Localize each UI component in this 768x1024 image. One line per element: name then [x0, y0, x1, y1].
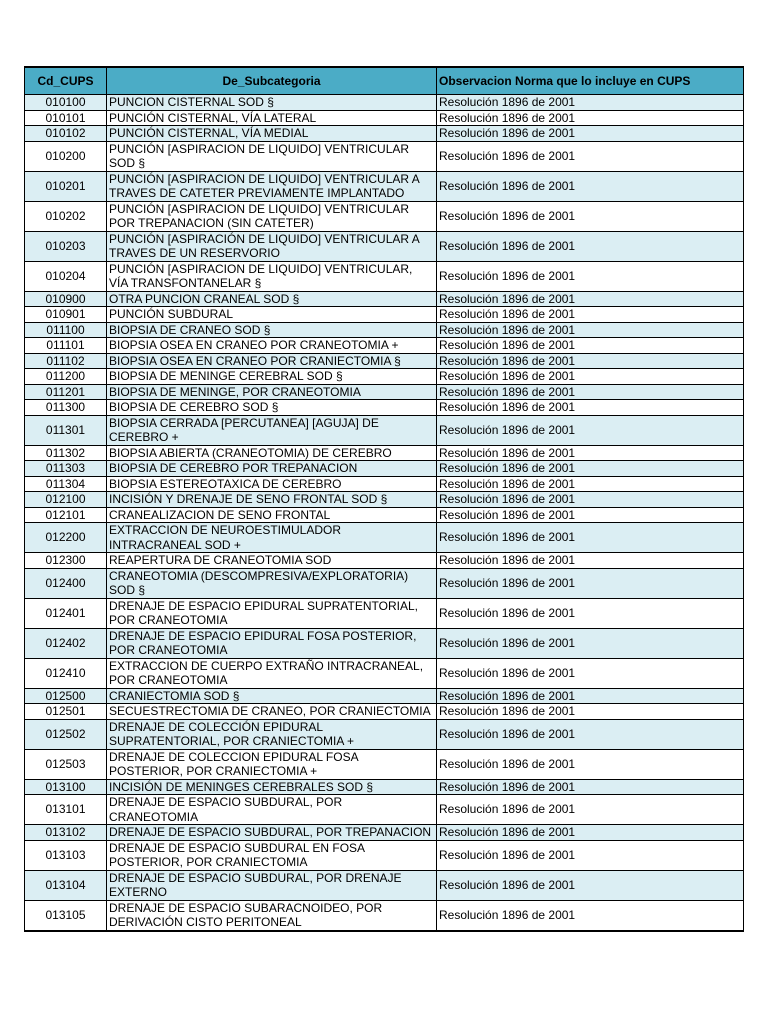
table-row: [25, 568, 744, 598]
header-observation: Observacion Norma que lo incluye en CUPS: [437, 67, 744, 95]
cell-observation: Resolución 1896 de 2001: [437, 231, 744, 261]
table-body: [25, 95, 744, 931]
table-row: [25, 201, 744, 231]
cell-code: 011304: [25, 476, 107, 492]
cell-subcategory: OTRA PUNCION CRANEAL SOD §: [107, 291, 437, 307]
cell-subcategory: DRENAJE DE ESPACIO SUBDURAL, POR CRANEOTOMIA: [107, 795, 437, 825]
cell-code: 011102: [25, 353, 107, 369]
table-row: [25, 900, 744, 931]
cell-observation: Resolución 1896 de 2001: [437, 384, 744, 400]
cell-code: 012501: [25, 704, 107, 720]
cell-code: 010203: [25, 231, 107, 261]
table-row: [25, 840, 744, 870]
table-row: [25, 291, 744, 307]
cell-subcategory: DRENAJE DE COLECCION EPIDURAL FOSA POSTERIOR, POR CRANIECTOMIA +: [107, 749, 437, 779]
table-row: [25, 704, 744, 720]
table-row: [25, 719, 744, 749]
cell-observation: Resolución 1896 de 2001: [437, 779, 744, 795]
header-subcategory: De_Subcategoria: [107, 67, 437, 95]
table-row: [25, 523, 744, 553]
cell-subcategory: BIOPSIA DE CRANEO SOD §: [107, 322, 437, 338]
cell-observation: Resolución 1896 de 2001: [437, 171, 744, 201]
cell-observation: Resolución 1896 de 2001: [437, 201, 744, 231]
cell-observation: Resolución 1896 de 2001: [437, 825, 744, 841]
cell-code: 010100: [25, 95, 107, 111]
table-row: [25, 261, 744, 291]
cups-table: [24, 66, 744, 932]
cell-observation: Resolución 1896 de 2001: [437, 110, 744, 126]
cell-observation: Resolución 1896 de 2001: [437, 507, 744, 523]
cell-subcategory: DRENAJE DE ESPACIO EPIDURAL FOSA POSTERIOR, POR CRANEOTOMIA: [107, 628, 437, 658]
cell-code: 013102: [25, 825, 107, 841]
cell-observation: Resolución 1896 de 2001: [437, 353, 744, 369]
cell-observation: Resolución 1896 de 2001: [437, 476, 744, 492]
cell-observation: Resolución 1896 de 2001: [437, 95, 744, 111]
cell-observation: Resolución 1896 de 2001: [437, 445, 744, 461]
cell-observation: Resolución 1896 de 2001: [437, 126, 744, 142]
cell-observation: Resolución 1896 de 2001: [437, 307, 744, 323]
cell-observation: Resolución 1896 de 2001: [437, 553, 744, 569]
cell-observation: Resolución 1896 de 2001: [437, 338, 744, 354]
cell-subcategory: PUNCIÓN CISTERNAL, VÍA MEDIAL: [107, 126, 437, 142]
cell-observation: Resolución 1896 de 2001: [437, 369, 744, 385]
table-row: [25, 445, 744, 461]
cell-code: 012402: [25, 628, 107, 658]
cell-code: 010204: [25, 261, 107, 291]
cell-code: 010901: [25, 307, 107, 323]
cell-subcategory: BIOPSIA DE MENINGE CEREBRAL SOD §: [107, 369, 437, 385]
cell-observation: Resolución 1896 de 2001: [437, 598, 744, 628]
table-row: [25, 795, 744, 825]
table-row: [25, 461, 744, 477]
cell-observation: Resolución 1896 de 2001: [437, 688, 744, 704]
table-row: [25, 553, 744, 569]
cell-code: 011201: [25, 384, 107, 400]
cell-subcategory: BIOPSIA ESTEREOTAXICA DE CEREBRO: [107, 476, 437, 492]
table-row: [25, 126, 744, 142]
cell-observation: Resolución 1896 de 2001: [437, 568, 744, 598]
cell-code: 012200: [25, 523, 107, 553]
cell-observation: Resolución 1896 de 2001: [437, 795, 744, 825]
cell-subcategory: REAPERTURA DE CRANEOTOMIA SOD: [107, 553, 437, 569]
cell-code: 010101: [25, 110, 107, 126]
cell-code: 012502: [25, 719, 107, 749]
cell-code: 013105: [25, 900, 107, 931]
cell-subcategory: EXTRACCION DE CUERPO EXTRAÑO INTRACRANEAL, POR CRANEOTOMIA: [107, 658, 437, 688]
cell-subcategory: DRENAJE DE ESPACIO SUBDURAL, POR DRENAJE EXTERNO: [107, 870, 437, 900]
table-row: [25, 870, 744, 900]
cell-code: 011302: [25, 445, 107, 461]
cell-code: 012400: [25, 568, 107, 598]
cell-observation: Resolución 1896 de 2001: [437, 628, 744, 658]
cell-observation: Resolución 1896 de 2001: [437, 658, 744, 688]
table-row: [25, 322, 744, 338]
cell-subcategory: DRENAJE DE ESPACIO SUBDURAL EN FOSA POSTERIOR, POR CRANIECTOMIA: [107, 840, 437, 870]
table-row: [25, 688, 744, 704]
cell-observation: Resolución 1896 de 2001: [437, 141, 744, 171]
cell-observation: Resolución 1896 de 2001: [437, 322, 744, 338]
table-row: [25, 658, 744, 688]
cell-code: 012300: [25, 553, 107, 569]
cell-subcategory: PUNCIÓN [ASPIRACION DE LIQUIDO] VENTRICULAR SOD §: [107, 141, 437, 171]
cell-code: 012401: [25, 598, 107, 628]
cell-subcategory: INCISIÓN Y DRENAJE DE SENO FRONTAL SOD §: [107, 492, 437, 508]
table-row: [25, 476, 744, 492]
table-row: [25, 231, 744, 261]
cell-observation: Resolución 1896 de 2001: [437, 291, 744, 307]
cell-code: 010102: [25, 126, 107, 142]
table-row: [25, 749, 744, 779]
cell-subcategory: SECUESTRECTOMIA DE CRANEO, POR CRANIECTOMIA: [107, 704, 437, 720]
cell-subcategory: DRENAJE DE COLECCIÓN EPIDURAL SUPRATENTORIAL, POR CRANIECTOMIA +: [107, 719, 437, 749]
table-row: [25, 384, 744, 400]
cell-subcategory: DRENAJE DE ESPACIO EPIDURAL SUPRATENTORIAL, POR CRANEOTOMIA: [107, 598, 437, 628]
cell-observation: Resolución 1896 de 2001: [437, 461, 744, 477]
cell-code: 012101: [25, 507, 107, 523]
cell-code: 011300: [25, 400, 107, 416]
table-row: [25, 369, 744, 385]
table-row: [25, 507, 744, 523]
table-row: [25, 338, 744, 354]
cell-code: 010200: [25, 141, 107, 171]
cell-code: 013101: [25, 795, 107, 825]
cell-subcategory: DRENAJE DE ESPACIO SUBARACNOIDEO, POR DERIVACIÓN CISTO PERITONEAL: [107, 900, 437, 931]
table-row: [25, 141, 744, 171]
cell-observation: Resolución 1896 de 2001: [437, 870, 744, 900]
cell-subcategory: CRANEALIZACION DE SENO FRONTAL: [107, 507, 437, 523]
cell-code: 012503: [25, 749, 107, 779]
cell-subcategory: PUNCION CISTERNAL SOD §: [107, 95, 437, 111]
cell-subcategory: EXTRACCION DE NEUROESTIMULADOR INTRACRANEAL SOD +: [107, 523, 437, 553]
cell-code: 012410: [25, 658, 107, 688]
cell-subcategory: DRENAJE DE ESPACIO SUBDURAL, POR TREPANACION: [107, 825, 437, 841]
cell-code: 011101: [25, 338, 107, 354]
cell-subcategory: BIOPSIA OSEA EN CRANEO POR CRANIECTOMIA §: [107, 353, 437, 369]
cell-subcategory: BIOPSIA CERRADA [PERCUTANEA] [AGUJA] DE CEREBRO +: [107, 415, 437, 445]
spreadsheet-sheet: [24, 66, 743, 932]
cell-subcategory: PUNCIÓN [ASPIRACION DE LIQUIDO] VENTRICULAR A TRAVES DE CATETER PREVIAMENTE IMPLANTADO: [107, 171, 437, 201]
cell-observation: Resolución 1896 de 2001: [437, 261, 744, 291]
table-row: [25, 628, 744, 658]
cell-code: 013104: [25, 870, 107, 900]
table-row: [25, 825, 744, 841]
cell-code: 011301: [25, 415, 107, 445]
cell-subcategory: BIOPSIA DE CEREBRO SOD §: [107, 400, 437, 416]
header-row: [25, 67, 744, 95]
cell-subcategory: BIOPSIA OSEA EN CRANEO POR CRANEOTOMIA +: [107, 338, 437, 354]
cell-observation: Resolución 1896 de 2001: [437, 840, 744, 870]
cell-subcategory: BIOPSIA DE MENINGE, POR CRANEOTOMIA: [107, 384, 437, 400]
cell-code: 012100: [25, 492, 107, 508]
cell-observation: Resolución 1896 de 2001: [437, 704, 744, 720]
cell-subcategory: BIOPSIA DE CEREBRO POR TREPANACION: [107, 461, 437, 477]
cell-subcategory: CRANEOTOMIA (DESCOMPRESIVA/EXPLORATORIA) SOD §: [107, 568, 437, 598]
table-row: [25, 307, 744, 323]
cell-subcategory: PUNCIÓN [ASPIRACIÓN DE LIQUIDO] VENTRICULAR A TRAVES DE UN RESERVORIO: [107, 231, 437, 261]
table-row: [25, 598, 744, 628]
cell-subcategory: PUNCIÓN SUBDURAL: [107, 307, 437, 323]
cell-code: 011100: [25, 322, 107, 338]
cell-observation: Resolución 1896 de 2001: [437, 415, 744, 445]
cell-observation: Resolución 1896 de 2001: [437, 749, 744, 779]
table-row: [25, 492, 744, 508]
table-row: [25, 95, 744, 111]
cell-observation: Resolución 1896 de 2001: [437, 719, 744, 749]
cell-observation: Resolución 1896 de 2001: [437, 492, 744, 508]
cell-code: 010900: [25, 291, 107, 307]
cell-observation: Resolución 1896 de 2001: [437, 400, 744, 416]
cell-code: 010202: [25, 201, 107, 231]
cell-subcategory: INCISIÓN DE MENINGES CEREBRALES SOD §: [107, 779, 437, 795]
table-row: [25, 400, 744, 416]
table-header: [25, 67, 744, 95]
cell-code: 011200: [25, 369, 107, 385]
cell-code: 013103: [25, 840, 107, 870]
cell-code: 011303: [25, 461, 107, 477]
cell-observation: Resolución 1896 de 2001: [437, 900, 744, 931]
cell-code: 013100: [25, 779, 107, 795]
cell-subcategory: CRANIECTOMIA SOD §: [107, 688, 437, 704]
header-code: Cd_CUPS: [25, 67, 107, 95]
table-row: [25, 171, 744, 201]
cell-subcategory: BIOPSIA ABIERTA (CRANEOTOMIA) DE CEREBRO: [107, 445, 437, 461]
table-row: [25, 110, 744, 126]
cell-subcategory: PUNCIÓN CISTERNAL, VÍA LATERAL: [107, 110, 437, 126]
table-row: [25, 779, 744, 795]
table-row: [25, 415, 744, 445]
cell-subcategory: PUNCIÓN [ASPIRACION DE LIQUIDO] VENTRICULAR, VÍA TRANSFONTANELAR §: [107, 261, 437, 291]
cell-observation: Resolución 1896 de 2001: [437, 523, 744, 553]
cell-code: 010201: [25, 171, 107, 201]
table-row: [25, 353, 744, 369]
cell-code: 012500: [25, 688, 107, 704]
cell-subcategory: PUNCIÓN [ASPIRACION DE LIQUIDO] VENTRICULAR POR TREPANACION (SIN CATETER): [107, 201, 437, 231]
